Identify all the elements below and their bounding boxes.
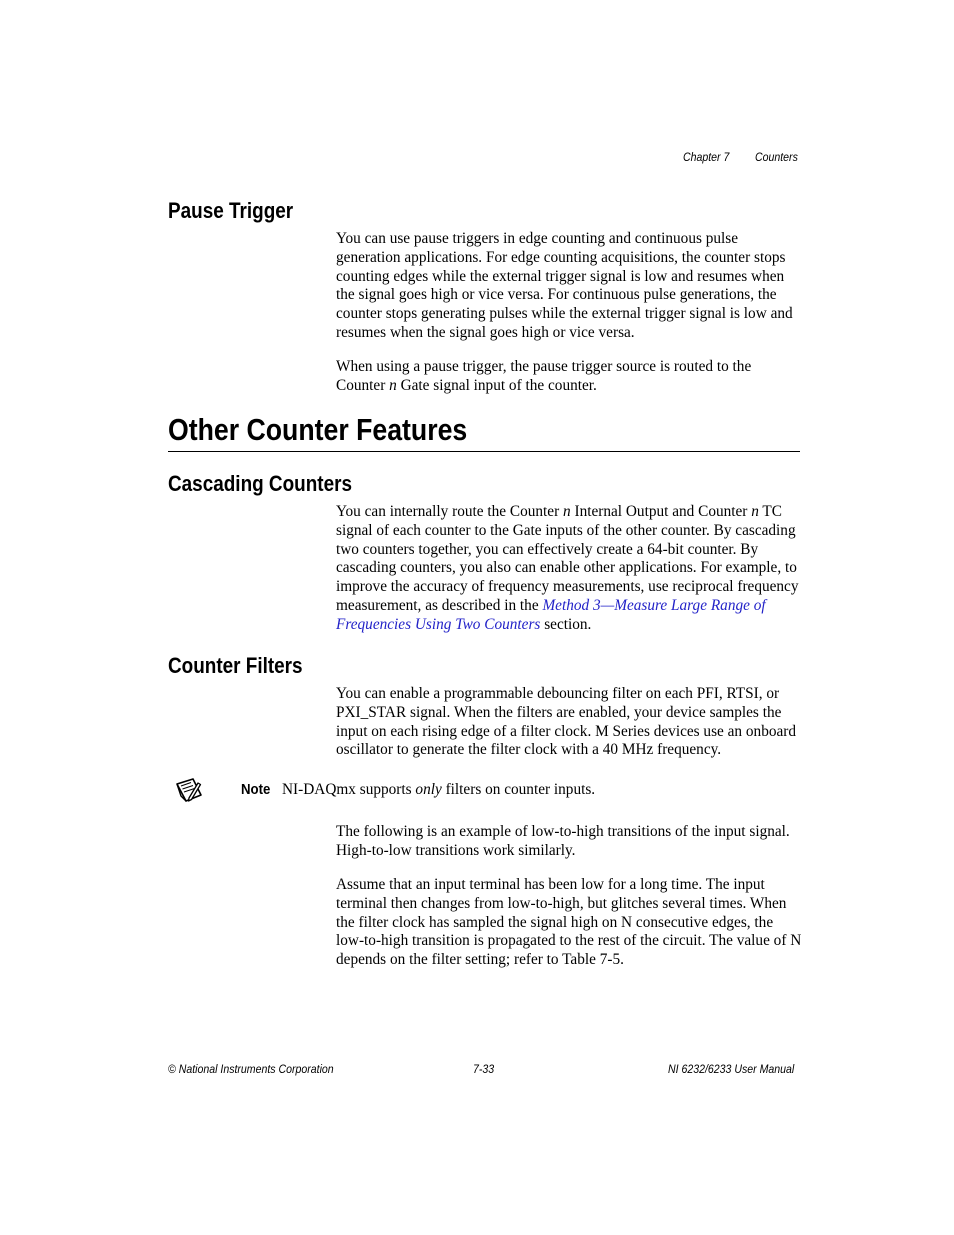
- filters-paragraph-2: The following is an example of low-to-high transitions of the input signal. High-to-low transitions work similarly.: [336, 823, 790, 859]
- heading-other-counter-features: Other Counter Features: [168, 412, 468, 447]
- heading-pause-trigger: Pause Trigger: [168, 198, 294, 223]
- note-icon: [175, 777, 205, 810]
- heading-cascading-counters: Cascading Counters: [168, 471, 352, 496]
- footer-page-number: 7-33: [473, 1062, 495, 1076]
- filters-paragraph-3: Assume that an input terminal has been low for a long time. The input terminal then changes from low-to-high, but glitches several times. When the filter clock has sampled the signal high on N consecutive edges, the low-to-high transition is propagated to the rest of the circuit. The value of N depends on the filter setting; refer to Table 7-5.: [336, 876, 802, 969]
- pause-trigger-paragraph-2: When using a pause trigger, the pause trigger source is routed to the Counter n Gate signal input of the counter.: [336, 358, 752, 394]
- note-text: NI-DAQmx supports only filters on counter inputs.: [282, 781, 596, 798]
- footer-manual-title: NI 6232/6233 User Manual: [668, 1062, 795, 1076]
- pause-trigger-paragraph-1: You can use pause triggers in edge counting and continuous pulse generation applications. For edge counting acquisitions, the counter stops counting edges while the external trigger signal is low and resumes when the signal goes high or vice versa. For continuous pulse generations, the counter stops generating pulses while the external trigger signal is low and resumes when the signal goes high or vice versa.: [336, 230, 793, 341]
- cascading-paragraph: You can internally route the Counter n Internal Output and Counter n TC signal of each counter to the Gate inputs of the other counter. By cascading two counters together, you can effectively create a 64-bit counter. By cascading counters, you also can enable other applications. For example, to improve the accuracy of frequency measurements, use reciprocal frequency measurement, as described in the Method 3—Measure Large Range of Frequencies Using Two Counters section.: [336, 503, 799, 633]
- method-3-link[interactable]: Method 3—Measure Large Range of Frequencies Using Two Counters: [336, 596, 766, 633]
- filters-paragraph-1: You can enable a programmable debouncing filter on each PFI, RTSI, or PXI_STAR signal. When the filters are enabled, your device samples the input on each rising edge of a filter clock. M Series devices use an onboard oscillator to generate the filter clock with a 40 MHz frequency.: [336, 685, 797, 759]
- note-label: Note: [241, 781, 271, 798]
- header-section: Counters: [755, 150, 798, 164]
- section-rule: [168, 451, 800, 452]
- footer-copyright: © National Instruments Corporation: [168, 1062, 334, 1076]
- header-chapter: Chapter 7: [683, 150, 730, 164]
- heading-counter-filters: Counter Filters: [168, 653, 303, 678]
